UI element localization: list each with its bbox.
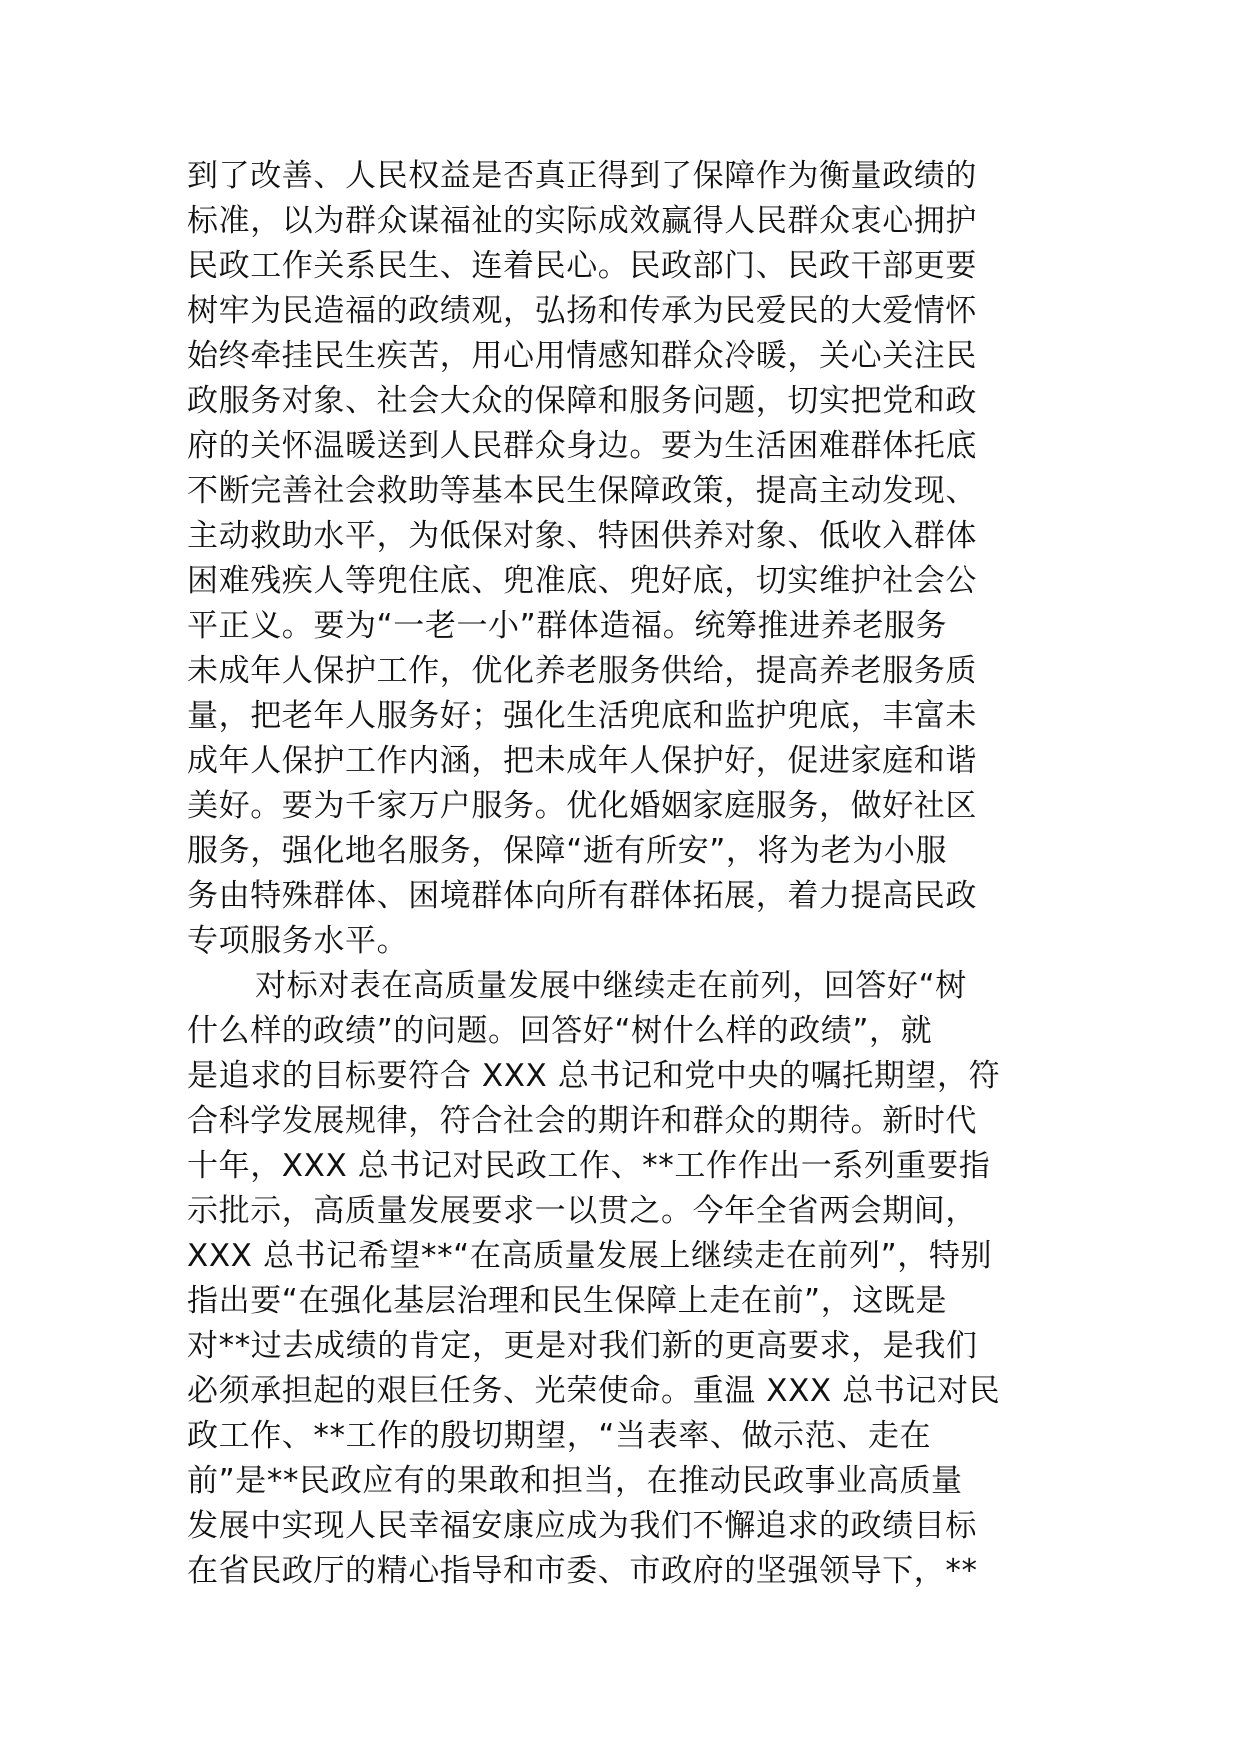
text-line: 美好。要为千家万户服务。优化婚姻家庭服务，做好社区 <box>187 788 977 824</box>
text-line: 始终牵挂民生疾苦，用心用情感知群众冷暖，关心关注民 <box>187 338 977 374</box>
text-line: 平正义。要为“一老一小”群体造福。统筹推进养老服务 <box>187 608 948 644</box>
text-line: 合科学发展规律，符合社会的期许和群众的期待。新时代 <box>187 1103 977 1139</box>
text-line: 量，把老年人服务好；强化生活兜底和监护兜底，丰富未 <box>187 698 977 734</box>
text-line: 什么样的政绩”的问题。回答好“树什么样的政绩”，就 <box>187 1013 933 1049</box>
text-line: 指出要“在强化基层治理和民生保障上走在前”，这既是 <box>187 1283 948 1319</box>
text-line: 务由特殊群体、困境群体向所有群体拓展，着力提高民政 <box>187 878 977 914</box>
text-line: 前”是**民政应有的果敢和担当，在推动民政事业高质量 <box>187 1463 963 1499</box>
text-line: 对**过去成绩的肯定，更是对我们新的更高要求，是我们 <box>187 1328 978 1364</box>
text-line: 示批示，高质量发展要求一以贯之。今年全省两会期间， <box>187 1193 977 1229</box>
body-text <box>187 154 1067 1594</box>
text-line: 标准，以为群众谋福祉的实际成效赢得人民群众衷心拥护 <box>187 203 977 239</box>
text-line: 不断完善社会救助等基本民生保障政策，提高主动发现、 <box>187 473 977 509</box>
text-line: 到了改善、人民权益是否真正得到了保障作为衡量政绩的 <box>187 158 977 194</box>
text-line: 政工作、**工作的殷切期望，“当表率、做示范、走在 <box>187 1418 932 1454</box>
text-line: 在省民政厅的精心指导和市委、市政府的坚强领导下，** <box>187 1553 978 1589</box>
paragraph-first-line: 对标对表在高质量发展中继续走在前列，回答好“树 <box>255 968 967 1004</box>
text-line: 主动救助水平，为低保对象、特困供养对象、低收入群体 <box>187 518 977 554</box>
text-line: 树牢为民造福的政绩观，弘扬和传承为民爱民的大爱情怀 <box>187 293 977 329</box>
text-line: 十年，XXX 总书记对民政工作、**工作作出一系列重要指 <box>187 1148 991 1184</box>
text-line: 发展中实现人民幸福安康应成为我们不懈追求的政绩目标 <box>187 1508 977 1544</box>
text-line: 必须承担起的艰巨任务、光荣使命。重温 XXX 总书记对民 <box>187 1373 1001 1409</box>
text-line: 成年人保护工作内涵，把未成年人保护好，促进家庭和谐 <box>187 743 977 779</box>
text-line: 专项服务水平。 <box>187 923 409 959</box>
text-line: 困难残疾人等兜住底、兜准底、兜好底，切实维护社会公 <box>187 563 977 599</box>
text-line: 未成年人保护工作，优化养老服务供给，提高养老服务质 <box>187 653 977 689</box>
text-line: 是追求的目标要符合 XXX 总书记和党中央的嘱托期望，符 <box>187 1058 1001 1094</box>
text-line: 民政工作关系民生、连着民心。民政部门、民政干部更要 <box>187 248 977 284</box>
text-line: 府的关怀温暖送到人民群众身边。要为生活困难群体托底 <box>187 428 977 464</box>
text-line: XXX 总书记希望**“在高质量发展上继续走在前列”，特别 <box>187 1238 993 1274</box>
text-line: 政服务对象、社会大众的保障和服务问题，切实把党和政 <box>187 383 977 419</box>
text-line: 服务，强化地名服务，保障“逝有所安”，将为老为小服 <box>187 833 948 869</box>
